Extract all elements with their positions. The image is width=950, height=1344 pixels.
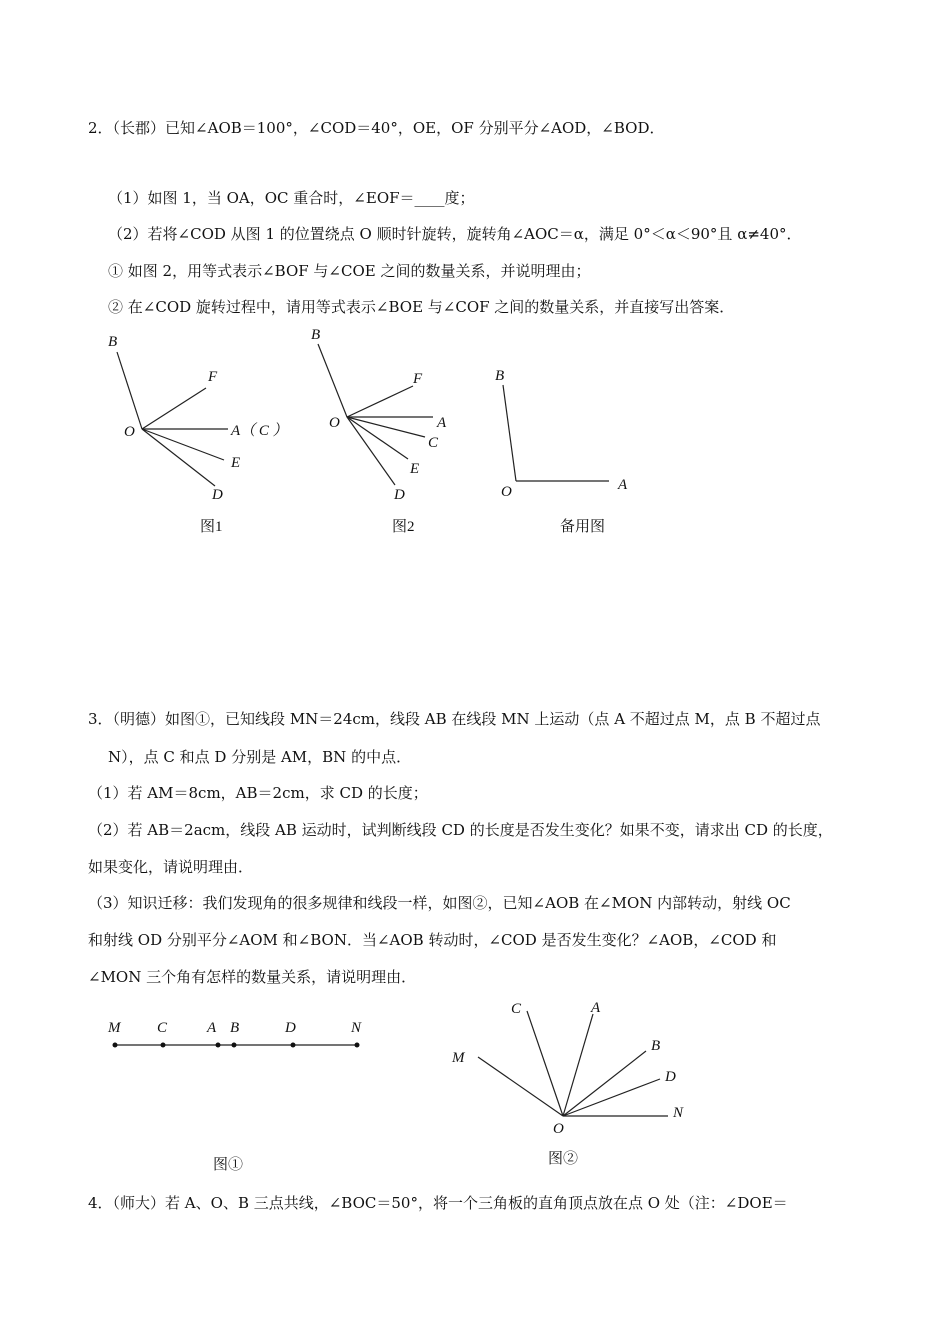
figure-2 (300, 320, 480, 545)
label-c: C (428, 435, 439, 451)
q2-part2: （2）若将∠COD 从图 1 的位置绕点 O 顺时针旋转，旋转角∠AOC＝α，满足 0°＜α＜90°且 α≠40°． (108, 225, 802, 243)
label-d: D (394, 487, 405, 503)
label-a: A (207, 1020, 217, 1036)
q3-part1: （1）若 AM＝8cm，AB＝2cm，求 CD 的长度； (88, 784, 428, 802)
figure-segment-caption: 图① (213, 1157, 244, 1173)
label-m: M (108, 1020, 121, 1036)
label-f: F (208, 369, 218, 385)
q3-header: 3．（明德）如图①，已知线段 MN＝24cm，线段 AB 在线段 MN 上运动（点 A 不超过点 M，点 B 不超过点 (88, 710, 821, 728)
figure-angles (440, 992, 710, 1177)
ray-ob (563, 1051, 646, 1116)
label-o: O (553, 1121, 564, 1137)
ray-od (142, 429, 215, 486)
figure-1 (100, 325, 300, 545)
q2-part2-sub1: ① 如图 2，用等式表示∠BOF 与∠COE 之间的数量关系，并说明理由； (108, 262, 591, 280)
ray-od (563, 1079, 660, 1116)
figure-1-caption: 图1 (200, 519, 223, 535)
ray-oe (347, 417, 408, 459)
point-b (232, 1043, 237, 1048)
label-e: E (231, 455, 241, 471)
figure-angles-caption: 图② (548, 1151, 579, 1167)
label-n: N (351, 1020, 362, 1036)
label-a: A (437, 415, 447, 431)
q3-part3-cont1: 和射线 OD 分别平分∠AOM 和∠BON．当∠AOB 转动时，∠COD 是否发生变化？∠AOB，∠COD 和 (88, 931, 777, 949)
point-m (113, 1043, 118, 1048)
q2-part2-sub2: ② 在∠COD 旋转过程中，请用等式表示∠BOE 与∠COF 之间的数量关系，并直接写出答案． (108, 298, 735, 316)
label-m: M (452, 1050, 465, 1066)
q2-header: 2．（长郡）已知∠AOB＝100°，∠COD＝40°，OE，OF 分别平分∠AOD，∠BOD． (88, 119, 665, 137)
q3-header-cont: N），点 C 和点 D 分别是 AM，BN 的中点． (108, 748, 412, 766)
label-b: B (311, 327, 321, 343)
label-o: O (124, 424, 135, 440)
ray-om (478, 1057, 563, 1116)
label-c: C (511, 1001, 522, 1017)
label-b: B (651, 1038, 661, 1054)
label-d: D (212, 487, 223, 503)
q3-part2: （2）若 AB＝2acm，线段 AB 运动时，试判断线段 CD 的长度是否发生变化？如果不变，请求出 CD 的长度， (88, 821, 833, 839)
ray-oe (142, 429, 224, 460)
ray-of (347, 386, 413, 417)
ray-ob (503, 385, 516, 481)
label-b: B (230, 1020, 240, 1036)
figure-spare-caption: 备用图 (560, 519, 606, 535)
label-d: D (665, 1069, 676, 1085)
label-b: B (495, 368, 505, 384)
label-o: O (329, 415, 340, 431)
ray-oc (527, 1011, 563, 1116)
label-f: F (413, 371, 423, 387)
label-c: C (157, 1020, 168, 1036)
q4-header: 4．（师大）若 A、O、B 三点共线，∠BOC＝50°，将一个三角板的直角顶点放在点 O 处（注：∠DOE＝ (88, 1194, 788, 1212)
ray-ob (318, 344, 347, 417)
q2-part1: （1）如图 1，当 OA，OC 重合时，∠EOF＝____度； (108, 189, 475, 207)
label-d: D (285, 1020, 296, 1036)
label-b: B (108, 334, 118, 350)
label-o: O (501, 484, 512, 500)
figure-2-caption: 图2 (392, 519, 415, 535)
ray-of (142, 388, 206, 429)
label-a: A (618, 477, 628, 493)
point-n (355, 1043, 360, 1048)
q3-part3-cont2: ∠MON 三个角有怎样的数量关系，请说明理由． (88, 968, 417, 986)
figure-spare (485, 355, 645, 545)
q3-part3: （3）知识迁移：我们发现角的很多规律和线段一样，如图②，已知∠AOB 在∠MON 内部转动，射线 OC (88, 894, 791, 912)
label-a: A (591, 1000, 601, 1016)
label-ac: A（ C ） (231, 423, 288, 439)
point-c (161, 1043, 166, 1048)
label-e: E (410, 461, 420, 477)
figure-segment (100, 1010, 380, 1180)
ray-ob (117, 352, 142, 429)
q3-part2-cont: 如果变化，请说明理由． (88, 858, 254, 876)
point-a (216, 1043, 221, 1048)
point-d (291, 1043, 296, 1048)
label-n: N (673, 1105, 684, 1121)
ray-oa (563, 1014, 593, 1116)
